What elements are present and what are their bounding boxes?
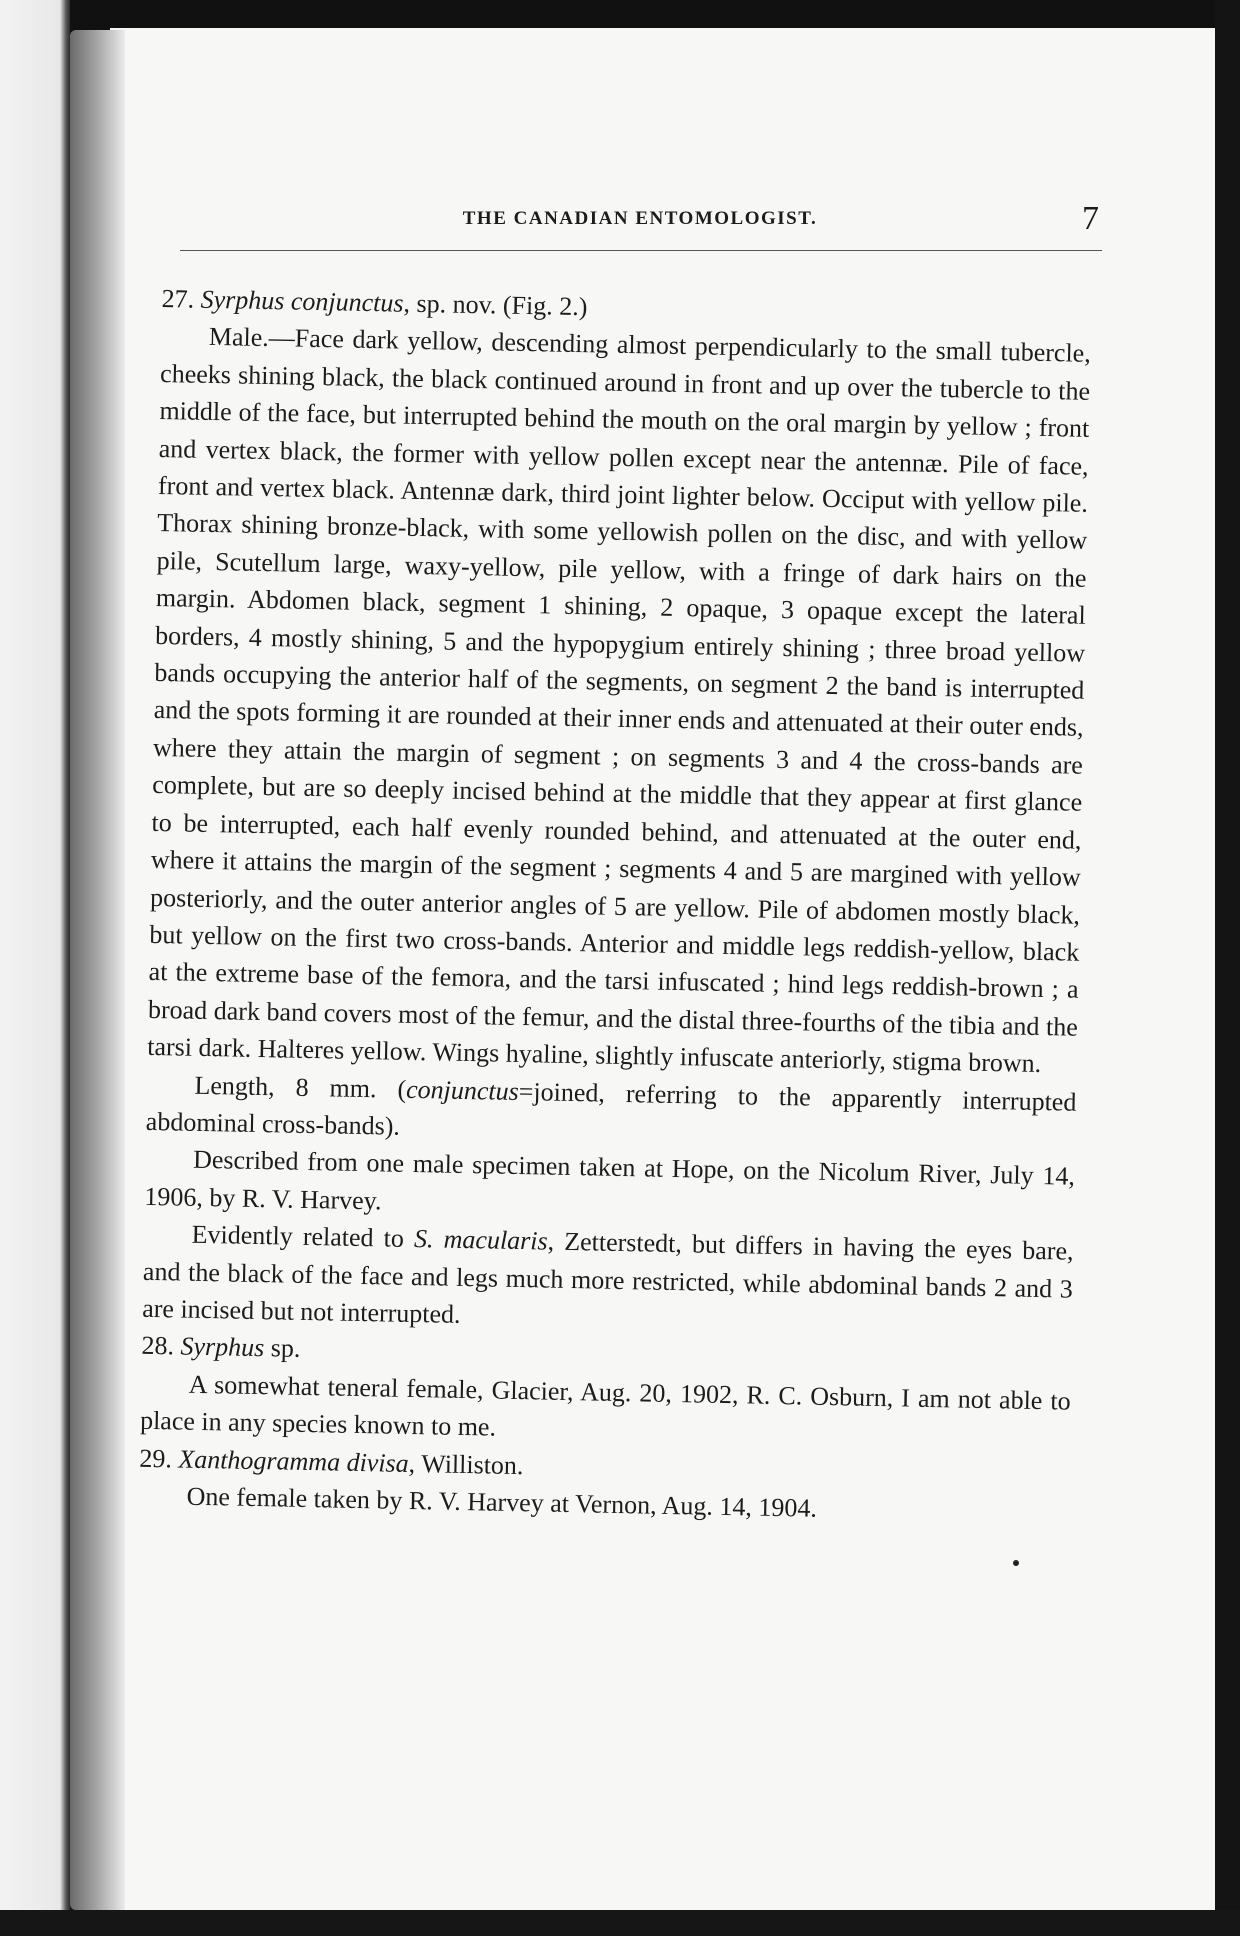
one-female-paragraph: One female taken by R. V. Harvey at Vernon, Aug. 14, 1904. <box>186 1481 818 1523</box>
teneral-female-paragraph: A somewhat teneral female, Glacier, Aug. 20, 1902, R. C. Osburn, I am not able to place in any species known to me. <box>139 1369 1071 1442</box>
related-prefix: Evidently related to <box>191 1219 415 1254</box>
entry-suffix: , Williston. <box>408 1448 524 1480</box>
print-speck <box>1013 1560 1019 1566</box>
male-description: Male.—Face dark yellow, descending almost perpendicularly to the small tubercle, cheeks shining black, the black continued around in front and up over the tubercle to the middle of the face, but interrupted behind the mouth on the oral margin by yellow ; front and vertex black, the former with yellow pollen except near the antennæ. Pile of face, front and vertex black. Antennæ dark, third joint lighter below. Occiput with yellow pile. Thorax shining bronze-black, with some yellowish pollen on the disc, and with yellow pile, Scutellum large, waxy-yellow, pile yellow, with a fringe of dark hairs on the margin. Abdomen black, segment 1 shining, 2 opaque, 3 opaque except the lateral borders, 4 mostly shining, 5 and the hypopygium entirely shining ; three broad yellow bands occupying the anterior half of the segments, on segment 2 the band is interrupted and the spots forming it are rounded at their inner ends and attenuated at their outer ends, where they attain the margin of segment ; on segments 3 and 4 the cross-bands are complete, but are so deeply incised behind at the middle that they appear at first glance to be interrupted, each half evenly rounded behind, and attenuated at the outer end, where it attains the margin of the segment ; segments 4 and 5 are margined with yellow posteriorly, and the outer anterior angles of 5 are yellow. Pile of abdomen mostly black, but yellow on the first two cross-bands. Anterior and middle legs reddish-yellow, black at the extreme base of the femora, and the tarsi infuscated ; hind legs reddish-brown ; a broad dark band covers most of the femur, and the distal three-fourths of the tibia and the tarsi dark. Halteres yellow. Wings hyaline, slightly infuscate anteriorly, stigma brown. <box>147 322 1092 1079</box>
species-name: Syrphus conjunctus <box>200 284 404 318</box>
length-suffix: =joined, referring to the apparently interrupted abdominal cross-bands). <box>145 1076 1077 1141</box>
entry-number: 29. <box>139 1443 173 1473</box>
entry-suffix: sp. <box>264 1333 301 1364</box>
article-body <box>138 280 1092 1532</box>
length-prefix: Length, 8 mm. ( <box>194 1070 407 1104</box>
entry-number: 27. <box>161 283 195 314</box>
species-name: Syrphus <box>180 1331 265 1363</box>
described-paragraph: Described from one male specimen taken at Hope, on the Nicolum River, July 14, 1906, by R. V. Harvey. <box>144 1145 1076 1216</box>
scan-border-bottom <box>0 1910 1240 1936</box>
related-suffix: , Zetterstedt, but differs in having the eyes bare, and the black of the face and legs much more restricted, while abdominal bands 2 and 3 are incised but not interrupted. <box>141 1226 1074 1329</box>
scan-border-right <box>1215 0 1240 1936</box>
related-species: S. macularis <box>413 1224 548 1256</box>
page-gutter-shadow <box>70 30 125 1910</box>
running-header: THE CANADIAN ENTOMOLOGIST. <box>462 208 818 229</box>
species-name: Xanthogramma divisa <box>178 1444 410 1478</box>
scan-border-left <box>0 0 70 1936</box>
header-rule <box>180 250 1102 251</box>
entry-suffix: , sp. nov. (Fig. 2.) <box>403 288 588 322</box>
page-number: 7 <box>1082 200 1099 237</box>
length-term: conjunctus <box>405 1074 520 1106</box>
related-paragraph <box>142 1215 1074 1345</box>
entry-number: 28. <box>141 1331 175 1361</box>
